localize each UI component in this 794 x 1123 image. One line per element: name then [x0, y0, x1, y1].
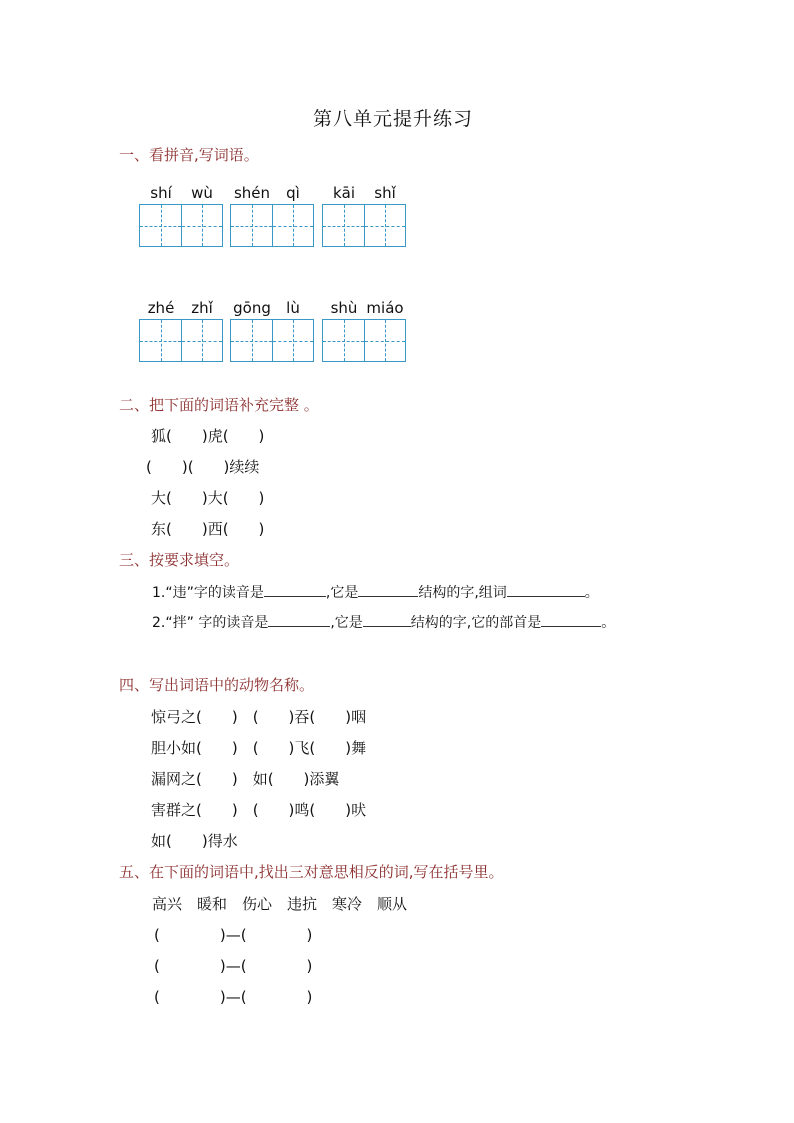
fill-line: 胆小如( ) ( )飞( )舞 [151, 739, 367, 757]
section1-heading: 一、看拼音,写词语。 [119, 146, 259, 164]
pinyin: gōng [233, 299, 271, 317]
q2-text-d: 。 [601, 615, 616, 631]
pinyin: wù [191, 184, 213, 202]
answer-blank[interactable] [507, 582, 585, 597]
section4-heading: 四、写出词语中的动物名称。 [119, 676, 315, 694]
pinyin: zhǐ [191, 299, 213, 317]
q2-text-a: 2.“拌” 字的读音是 [152, 615, 269, 631]
pinyin: miáo [366, 299, 404, 317]
writing-grid[interactable] [322, 319, 406, 362]
pinyin: shù [330, 299, 358, 317]
pinyin: shí [150, 184, 172, 202]
q1-text-a: 1.“违”字的读音是 [152, 585, 264, 601]
section5-heading: 五、在下面的词语中,找出三对意思相反的词,写在括号里。 [119, 863, 504, 881]
page-title: 第八单元提升练习 [313, 108, 474, 130]
q1-text-c: 结构的字,组词 [418, 585, 507, 601]
pinyin: shǐ [374, 184, 396, 202]
writing-grid[interactable] [230, 319, 314, 362]
q2-text-c: 结构的字,它的部首是 [410, 615, 542, 631]
q2-text-b: ,它是 [330, 615, 363, 631]
section3-heading: 三、按要求填空。 [119, 551, 240, 569]
fill-line: 害群之( ) ( )鸣( )吠 [151, 801, 367, 819]
pair-line: ( )—( ) [154, 988, 313, 1006]
fill-line: 惊弓之( ) ( )吞( )咽 [151, 708, 367, 726]
fill-line: 东( )西( ) [151, 520, 265, 538]
writing-grid[interactable] [322, 204, 406, 247]
question-1 [152, 582, 599, 602]
answer-blank[interactable] [268, 612, 330, 627]
q1-text-d: 。 [584, 585, 599, 601]
answer-blank[interactable] [264, 582, 326, 597]
answer-blank[interactable] [358, 582, 418, 597]
q1-text-b: ,它是 [325, 585, 359, 601]
fill-line: 大( )大( ) [151, 489, 265, 507]
section2-heading: 二、把下面的词语补充完整 。 [119, 396, 319, 414]
pinyin: shén [233, 184, 271, 202]
fill-line: 漏网之( ) 如( )添翼 [151, 770, 340, 788]
fill-line: ( )( )续续 [146, 458, 260, 476]
pair-line: ( )—( ) [154, 957, 313, 975]
question-2 [152, 612, 615, 632]
pinyin: qì [286, 184, 300, 202]
pinyin: zhé [147, 299, 175, 317]
word-list: 高兴 暖和 伤心 违抗 寒冷 顺从 [152, 895, 408, 913]
writing-grid[interactable] [230, 204, 314, 247]
fill-line: 狐( )虎( ) [151, 427, 265, 445]
writing-grid[interactable] [139, 319, 223, 362]
writing-grid[interactable] [139, 204, 223, 247]
answer-blank[interactable] [541, 612, 601, 627]
fill-line: 如( )得水 [151, 832, 238, 850]
pinyin: lù [286, 299, 300, 317]
answer-blank[interactable] [363, 612, 411, 627]
pair-line: ( )—( ) [154, 926, 313, 944]
pinyin: kāi [332, 184, 356, 202]
